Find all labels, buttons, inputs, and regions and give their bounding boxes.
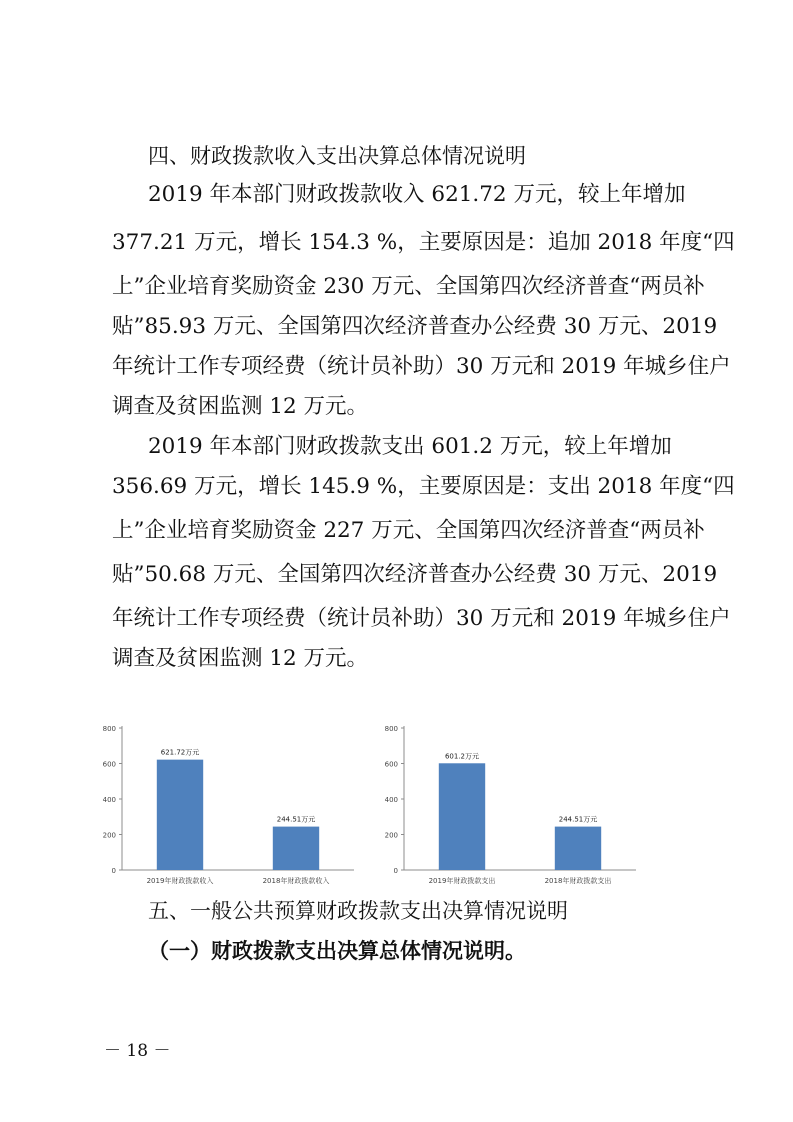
paragraph-line: 377.21 万元，增长 154.3 %，主要原因是：追加 2018 年度“四 bbox=[112, 230, 735, 255]
page-number: － 18 － bbox=[104, 1041, 171, 1061]
expenditure-chart-svg bbox=[370, 718, 640, 890]
expenditure-bar-chart bbox=[370, 718, 640, 890]
data-label: 601.2万元 bbox=[444, 752, 480, 761]
y-tick-label: 0 bbox=[111, 867, 116, 875]
y-tick-label: 200 bbox=[384, 831, 398, 840]
x-tick-label: 2019年财政拨款收入 bbox=[146, 877, 214, 885]
y-tick-label: 200 bbox=[102, 831, 116, 840]
paragraph-line: 贴”50.68 万元、全国第四次经济普查办公经费 30 万元、2019 bbox=[112, 562, 718, 587]
section5-heading: 五、一般公共预算财政拨款支出决算情况说明 bbox=[148, 899, 568, 923]
x-tick-label: 2018年财政拨款支出 bbox=[544, 877, 612, 885]
data-label: 244.51万元 bbox=[558, 815, 598, 824]
bar bbox=[273, 827, 319, 870]
y-tick-label: 400 bbox=[384, 796, 398, 804]
x-tick-label: 2019年财政拨款支出 bbox=[428, 877, 496, 885]
paragraph-line: 调查及贫困监测 12 万元。 bbox=[112, 394, 369, 419]
section4-heading: 四、财政拨款收入支出决算总体情况说明 bbox=[148, 144, 526, 168]
y-tick-label: 600 bbox=[384, 760, 398, 769]
data-label: 621.72万元 bbox=[160, 748, 200, 757]
y-tick-label: 800 bbox=[102, 725, 116, 733]
y-tick-label: 0 bbox=[393, 867, 398, 875]
paragraph-line: 356.69 万元，增长 145.9 %，主要原因是：支出 2018 年度“四 bbox=[112, 474, 735, 499]
y-tick-label: 600 bbox=[102, 760, 116, 769]
revenue-bar-chart bbox=[88, 718, 358, 890]
paragraph-line: 2019 年本部门财政拨款收入 621.72 万元，较上年增加 bbox=[148, 182, 686, 207]
revenue-chart-svg bbox=[88, 718, 358, 890]
paragraph-line: 2019 年本部门财政拨款支出 601.2 万元，较上年增加 bbox=[148, 434, 672, 459]
section5-subheading: （一）财政拨款支出决算总体情况说明。 bbox=[148, 939, 526, 963]
x-tick-label: 2018年财政拨款收入 bbox=[262, 877, 330, 885]
data-label: 244.51万元 bbox=[276, 815, 316, 824]
y-tick-label: 400 bbox=[102, 796, 116, 804]
paragraph-line: 上”企业培育奖励资金 230 万元、全国第四次经济普查“两员补 bbox=[112, 274, 705, 299]
paragraph-line: 调查及贫困监测 12 万元。 bbox=[112, 646, 369, 671]
bar bbox=[555, 827, 601, 870]
bar bbox=[439, 763, 485, 870]
paragraph-line: 年统计工作专项经费（统计员补助）30 万元和 2019 年城乡住户 bbox=[112, 354, 731, 379]
paragraph-line: 贴”85.93 万元、全国第四次经济普查办公经费 30 万元、2019 bbox=[112, 314, 718, 339]
bar bbox=[157, 760, 203, 870]
paragraph-line: 年统计工作专项经费（统计员补助）30 万元和 2019 年城乡住户 bbox=[112, 606, 731, 631]
paragraph-line: 上”企业培育奖励资金 227 万元、全国第四次经济普查“两员补 bbox=[112, 518, 705, 543]
y-tick-label: 800 bbox=[384, 725, 398, 733]
